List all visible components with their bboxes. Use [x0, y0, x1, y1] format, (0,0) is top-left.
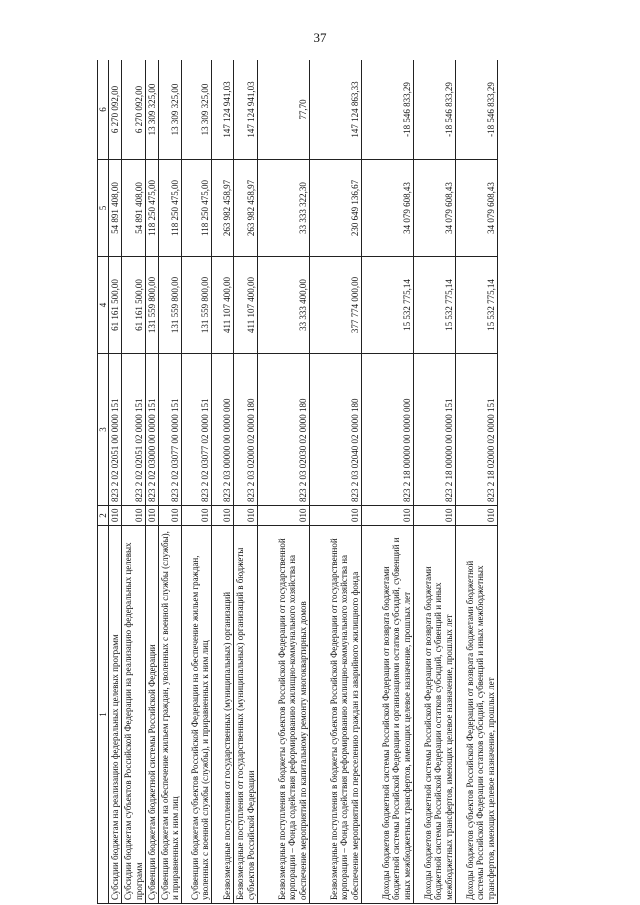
row-name-cell: Безвозмездные поступления от государственных (муниципальных) организаций — [212, 526, 234, 904]
row-name-cell: Субвенции бюджетам субъектов Российской Федерации на обеспечение жильем граждан, уволенных с военной службы (службы), и приравненных к ним лиц — [182, 526, 212, 904]
row-name-cell: Субвенции бюджетам бюджетной системы Российской Федерации — [145, 526, 158, 904]
row-executed-amount-cell: 230 649 136,67 — [309, 160, 361, 257]
row-line-code-cell: 010 — [145, 506, 158, 526]
table-row — [122, 60, 145, 904]
row-executed-amount-cell: 118 250 475,00 — [182, 160, 212, 257]
table-row — [145, 60, 158, 904]
table-row — [413, 60, 455, 904]
rotated-table-area — [97, 60, 640, 904]
row-executed-amount-cell: 54 891 408,00 — [109, 160, 122, 257]
header-cell-3: 3 — [98, 354, 109, 506]
row-name-cell: Безвозмездные поступления от государственных (муниципальных) организаций в бюджеты субъектов Российской Федерации — [234, 526, 257, 904]
row-line-code-cell: 010 — [309, 506, 361, 526]
row-line-code-cell: 010 — [212, 506, 234, 526]
row-unexecuted-amount-cell: 6 270 092,00 — [122, 60, 145, 160]
table-row — [159, 60, 182, 904]
row-line-code-cell: 010 — [257, 506, 309, 526]
row-executed-amount-cell: 33 333 322,30 — [257, 160, 309, 257]
row-executed-amount-cell: 34 079 608,43 — [361, 160, 413, 257]
row-budget-code-cell: 823 2 02 03077 02 0000 151 — [182, 354, 212, 506]
row-line-code-cell: 010 — [159, 506, 182, 526]
row-approved-amount-cell: 411 107 400,00 — [234, 257, 257, 354]
row-line-code-cell: 010 — [109, 506, 122, 526]
row-budget-code-cell: 823 2 18 00000 00 0000 000 — [361, 354, 413, 506]
row-budget-code-cell: 823 2 02 03077 00 0000 151 — [159, 354, 182, 506]
row-executed-amount-cell: 263 982 458,97 — [212, 160, 234, 257]
header-cell-6: 6 — [98, 60, 109, 160]
row-line-code-cell: 010 — [455, 506, 497, 526]
page-number: 37 — [313, 30, 327, 45]
row-unexecuted-amount-cell: 77,70 — [257, 60, 309, 160]
row-approved-amount-cell: 131 559 800,00 — [145, 257, 158, 354]
row-line-code-cell: 010 — [234, 506, 257, 526]
row-budget-code-cell: 823 2 18 00000 00 0000 151 — [413, 354, 455, 506]
table-row — [257, 60, 309, 904]
row-approved-amount-cell: 61 161 500,00 — [109, 257, 122, 354]
row-budget-code-cell: 823 2 03 00000 00 0000 000 — [212, 354, 234, 506]
row-name-cell: Доходы бюджетов бюджетной системы Российской Федерации от возврата бюджетами бюджетной системы Российской Федерации и организациями остатков субсидий, субвенций и иных межбюджетных трансфертов, имеющих целевое назначение, прошлых лет — [361, 526, 413, 904]
row-approved-amount-cell: 15 532 775,14 — [361, 257, 413, 354]
row-unexecuted-amount-cell: -18 546 833,29 — [413, 60, 455, 160]
header-cell-2: 2 — [98, 506, 109, 526]
row-approved-amount-cell: 33 333 400,00 — [257, 257, 309, 354]
row-budget-code-cell: 823 2 03 02030 02 0000 180 — [257, 354, 309, 506]
table-row — [234, 60, 257, 904]
row-budget-code-cell: 823 2 02 03000 00 0000 151 — [145, 354, 158, 506]
row-unexecuted-amount-cell: -18 546 833,29 — [455, 60, 497, 160]
rotated-table-container — [97, 60, 640, 904]
row-line-code-cell: 010 — [413, 506, 455, 526]
header-cell-1: 1 — [98, 526, 109, 904]
row-name-cell: Субсидии бюджетам на реализацию федеральных целевых программ — [109, 526, 122, 904]
row-approved-amount-cell: 15 532 775,14 — [455, 257, 497, 354]
row-unexecuted-amount-cell: 147 124 941,03 — [234, 60, 257, 160]
row-name-cell: Субсидии бюджетам субъектов Российской Федерации на реализацию федеральных целевых программ — [122, 526, 145, 904]
row-unexecuted-amount-cell: 13 309 325,00 — [159, 60, 182, 160]
table-row — [361, 60, 413, 904]
row-approved-amount-cell: 131 559 800,00 — [159, 257, 182, 354]
row-line-code-cell: 010 — [182, 506, 212, 526]
header-cell-5: 5 — [98, 160, 109, 257]
row-budget-code-cell: 823 2 02 02051 00 0000 151 — [109, 354, 122, 506]
budget-income-table — [97, 60, 498, 904]
table-row — [109, 60, 122, 904]
row-approved-amount-cell: 15 532 775,14 — [413, 257, 455, 354]
table-row — [212, 60, 234, 904]
table-row — [309, 60, 361, 904]
header-cell-4: 4 — [98, 257, 109, 354]
row-budget-code-cell: 823 2 02 02051 02 0000 151 — [122, 354, 145, 506]
table-header-row — [98, 60, 109, 904]
row-name-cell: Безвозмездные поступления в бюджеты субъектов Российской Федерации от государственной корпорации – Фонда содействия реформированию жилищно-коммунального хозяйства на обеспечение мероприятий по капитальному ремонту многоквартирных домов — [257, 526, 309, 904]
row-budget-code-cell: 823 2 03 02040 02 0000 180 — [309, 354, 361, 506]
row-name-cell: Доходы бюджетов субъектов Российской Федерации от возврата бюджетами бюджетной системы Российской Федерации остатков субсидий, субвенций и иных межбюджетных трансфертов, имеющих целевое назначение, прошлых лет — [455, 526, 497, 904]
row-executed-amount-cell: 263 982 458,97 — [234, 160, 257, 257]
row-name-cell: Субвенции бюджетам на обеспечение жильем граждан, уволенных с военной службы (службы), и приравненных к ним лиц — [159, 526, 182, 904]
table-row — [182, 60, 212, 904]
row-executed-amount-cell: 54 891 408,00 — [122, 160, 145, 257]
row-approved-amount-cell: 131 559 800,00 — [182, 257, 212, 354]
row-name-cell: Доходы бюджетов бюджетной системы Российской Федерации от возврата бюджетами бюджетной системы Российской Федерации остатков субсидий, субвенций и иных межбюджетных трансфертов, имеющих целевое назначение, прошлых лет — [413, 526, 455, 904]
row-unexecuted-amount-cell: 13 309 325,00 — [145, 60, 158, 160]
row-line-code-cell: 010 — [122, 506, 145, 526]
row-approved-amount-cell: 61 161 500,00 — [122, 257, 145, 354]
row-executed-amount-cell: 34 079 608,43 — [413, 160, 455, 257]
row-executed-amount-cell: 118 250 475,00 — [145, 160, 158, 257]
row-name-cell: Безвозмездные поступления в бюджеты субъектов Российской Федерации от государственной корпорации – Фонда содействия реформированию жилищно-коммунального хозяйства на обеспечение мероприятий по переселению граждан из аварийного жилищного фонда — [309, 526, 361, 904]
row-executed-amount-cell: 34 079 608,43 — [455, 160, 497, 257]
row-approved-amount-cell: 377 774 000,00 — [309, 257, 361, 354]
row-budget-code-cell: 823 2 03 02000 02 0000 180 — [234, 354, 257, 506]
table-row — [455, 60, 497, 904]
row-unexecuted-amount-cell: -18 546 833,29 — [361, 60, 413, 160]
row-unexecuted-amount-cell: 13 309 325,00 — [182, 60, 212, 160]
row-executed-amount-cell: 118 250 475,00 — [159, 160, 182, 257]
row-unexecuted-amount-cell: 147 124 941,03 — [212, 60, 234, 160]
row-unexecuted-amount-cell: 6 270 092,00 — [109, 60, 122, 160]
row-unexecuted-amount-cell: 147 124 863,33 — [309, 60, 361, 160]
row-line-code-cell: 010 — [361, 506, 413, 526]
row-budget-code-cell: 823 2 18 02000 02 0000 151 — [455, 354, 497, 506]
row-approved-amount-cell: 411 107 400,00 — [212, 257, 234, 354]
